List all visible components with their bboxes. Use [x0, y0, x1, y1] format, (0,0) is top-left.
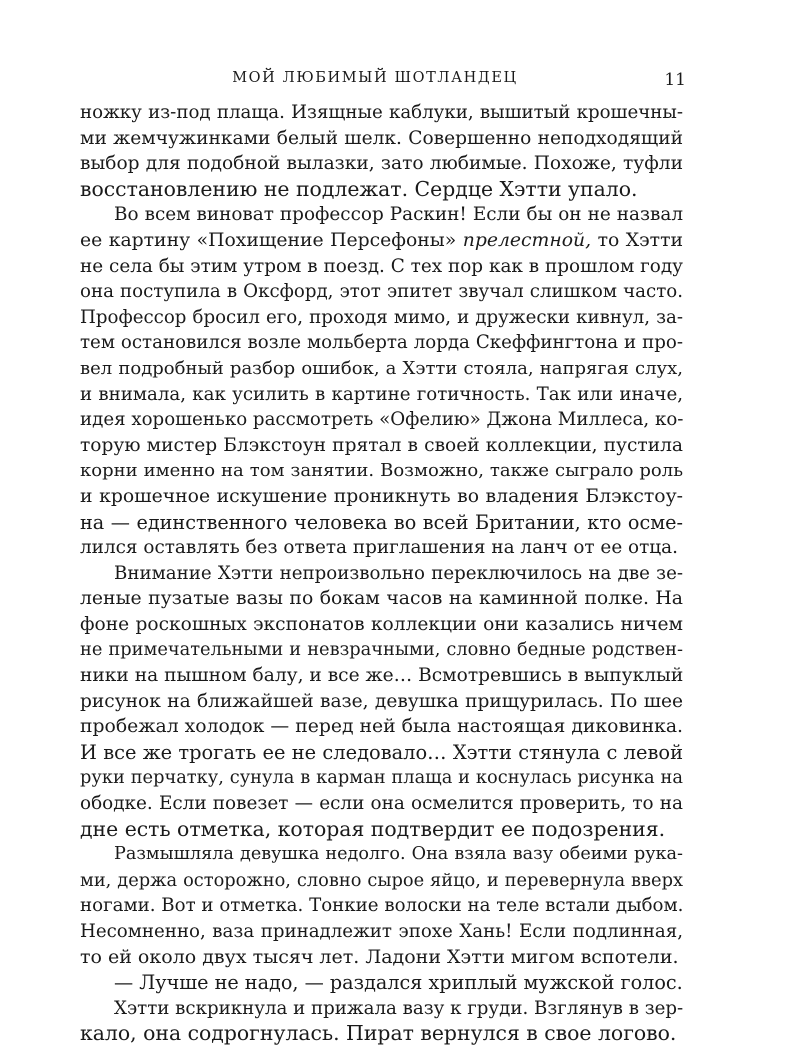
text-line: фоне роскошных экспонатов коллекции они казались ничем — [80, 613, 683, 635]
text-line: и крошечное искушение проникнуть во владения Блэкстоу- — [80, 485, 683, 507]
text-line — [80, 228, 683, 254]
running-head — [0, 68, 800, 92]
text-line: на — единственного человека во всей Британии, кто осме- — [80, 510, 683, 534]
text-line: рисунок на ближайшей вазе, девушка прищурилась. По шее — [80, 690, 683, 712]
text-line: ободке. Если повезет — если она осмелится проверить, то на — [80, 793, 683, 815]
page-number: 11 — [664, 70, 686, 90]
text-line: Профессор бросил его, проходя мимо, и дружески кивнул, за- — [80, 306, 683, 328]
text-line: идея хорошенько рассмотреть «Офелию» Джона Миллеса, ко- — [80, 409, 684, 431]
text-line: Во всем виноват профессор Раскин! Если бы он не назвал — [114, 204, 683, 226]
text-line: и внимала, как усилить в картине готичность. Так или иначе, — [80, 383, 683, 405]
text-fragment: ее картину «Похищение Персефоны» — [80, 229, 457, 251]
text-line: она поступила в Оксфорд, этот эпитет звучал слишком часто. — [80, 281, 683, 303]
text-line: не примечательными и невзрачными, словно бедные родствен- — [80, 639, 683, 661]
text-line: Размышляла девушка недолго. Она взяла вазу обеими рука- — [114, 844, 683, 865]
italic-word: прелестной, — [462, 229, 592, 251]
text-line: пробежал холодок — перед ней была настоящая диковинка. — [80, 716, 683, 738]
text-line: не села бы этим утром в поезд. С тех пор как в прошлом году — [80, 255, 683, 277]
text-line: ники на пышном балу, и все же… Всмотревшись в выпуклый — [80, 665, 684, 687]
text-line: выбор для подобной вылазки, зато любимые. Похоже, туфли — [80, 153, 683, 175]
text-line: восстановлению не подлежат. Сердце Хэтти упало. — [80, 176, 638, 201]
body-text — [80, 100, 683, 1047]
text-line: Хэтти вскрикнула и прижала вазу к груди. Взглянув в зер- — [114, 997, 684, 1019]
text-line: кало, она содрогнулась. Пират вернулся в свое логово. — [80, 1021, 677, 1046]
text-line: торую мистер Блэкстоун прятал в своей коллекции, пустила — [80, 434, 683, 456]
text-line: ми жемчужинками белый шелк. Совершенно неподходящий — [80, 127, 683, 149]
text-line: руки перчатку, сунула в карман плаща и коснулась рисунка на — [80, 767, 683, 789]
text-line: ножку из-под плаща. Изящные каблуки, вышитый крошечны- — [80, 102, 683, 123]
text-fragment: то Хэтти — [597, 229, 683, 251]
text-line: вел подробный разбор ошибок, а Хэтти стояла, напрягая слух, — [80, 357, 683, 379]
text-line: лился оставлять без ответа приглашения на ланч от ее отца. — [80, 537, 678, 559]
text-line: корни именно на том занятии. Возможно, также сыграло роль — [80, 460, 683, 482]
running-head-title: МОЙ ЛЮБИМЫЙ ШОТЛАНДЕЦ — [232, 70, 518, 86]
text-line: И все же трогать ее не следовало… Хэтти стянула с левой — [80, 740, 683, 764]
text-line: то ей около двух тысяч лет. Ладони Хэтти мигом вспотели. — [80, 945, 679, 968]
text-line: Несомненно, ваза принадлежит эпохе Хань! Если подлинная, — [80, 921, 683, 942]
text-line: ногами. Вот и отметка. Тонкие волоски на теле встали дыбом. — [80, 895, 684, 917]
text-line: тем остановился возле мольберта лорда Скеффингтона и про- — [80, 332, 683, 354]
text-line: Внимание Хэтти непроизвольно переключилось на две зе- — [114, 562, 683, 584]
text-line: ми, держа осторожно, словно сырое яйцо, и перевернула вверх — [80, 869, 683, 891]
text-line: — Лучше не надо, — раздался хриплый мужской голос. — [114, 971, 683, 995]
text-line: дне есть отметка, которая подтвердит ее подозрения. — [80, 816, 666, 841]
text-line: леные пузатые вазы по бокам часов на каминной полке. На — [80, 588, 683, 610]
